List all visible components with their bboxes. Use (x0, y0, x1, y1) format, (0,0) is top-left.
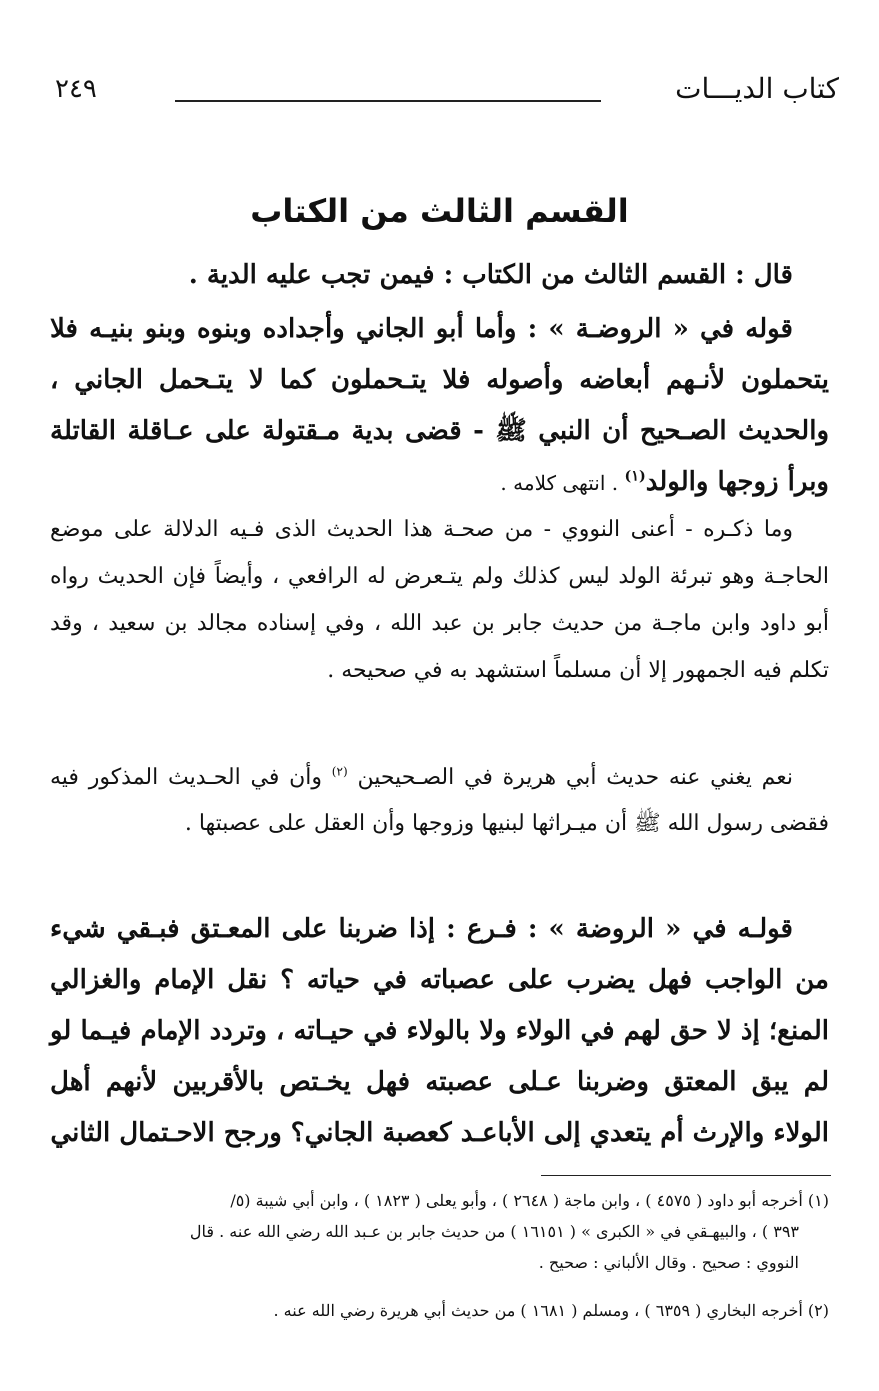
page-header (55, 72, 839, 122)
footnote-2: (٢) أخرجه البخاري ( ٦٣٥٩ ) ، ومسلم ( ١٦٨١ ) من حديث أبي هريرة رضي الله عنه . (273, 1301, 829, 1320)
section-title: القسم الثالث من الكتاب (250, 192, 629, 230)
footnote-separator (541, 1175, 831, 1176)
footnote-1-line-3: النووي : صحيح . وقال الألباني : صحيح . (538, 1253, 799, 1272)
paragraph-4 (50, 755, 829, 847)
paragraph-2 (50, 304, 829, 509)
header-rule (175, 100, 601, 102)
paragraph-4-text: نعم يغني عنه حديث أبي هريرة في الصـحيحين (357, 765, 793, 790)
paragraph-1: قال : القسم الثالث من الكتاب : فيمن تجب عليه الدية . (188, 260, 793, 290)
paragraph-5: قولـه في « الروضة » : فـرع : إذا ضربنا على المعـتق فبـقي شيء من الواجب فهل يضرب على عصباته في حياته ؟ نقل الإمام والغزالي المنع؛ إذ لا حق لهم في الولاء ولا بالولاء في حيـاته ، وتردد الإمام فيـما لو لم يبق المعتق وضربنا عـلى عصبته فهل يخـتص بالأقربين لأنهم أهل الولاء والإرث أم يتعدي إلى الأباعـد كعصبة الجاني؟ ورجح الاحـتمال الثاني (50, 914, 829, 1148)
page-number: ٢٤٩ (55, 74, 97, 104)
paragraph-2-end: . انتهى كلامه . (500, 471, 625, 495)
footnote-1 (50, 1185, 829, 1278)
paragraph-4-end: وأن في الحـديث المذكور فيه فقضى رسول الله ﷺ أن ميـراثها لبنيها وزوجها وأن العقل على عصبتها . (50, 765, 829, 836)
running-title: كتاب الديـــات (675, 72, 839, 105)
footnote-ref-2[interactable]: (٢) (331, 764, 348, 779)
paragraph-3: وما ذكـره - أعنى النووي - من صحـة هذا الحديث الذى فـيه الدلالة على موضع الحاجـة وهو تبرئة الولد ليس كذلك ولم يتـعرض له الرافعي ، وأيضاً فإن الحديث رواه أبو داود وابن ماجـة من حديث جابر بن عبد الله ، وفي إسناده مجالد بن سعيد ، وقد تكلم فيه الجمهور إلا أن مسلماً استشهد به في صحيحه . (50, 517, 829, 683)
footnote-ref-1[interactable]: (١) (624, 468, 646, 485)
footnote-1-line-2: ٣٩٣ ) ، والبيهـقي في « الكبرى » ( ١٦١٥١ ) من حديث جابر بن عـبد الله رضي الله عنه . قال (189, 1222, 799, 1241)
paragraph-2-text: قوله في « الروضـة » : وأما أبو الجاني وأجداده وبنوه وبنو بنيـه فلا يتحملون لأنـهم أبعاضه وأصوله فلا يتـحملون كما لا يتـحمل الجاني ، والحديث الصـحيح أن النبي ﷺ - قضى بدية مـقتولة على عـاقلة القاتلة وبرأ زوجها والولد (50, 314, 829, 497)
footnote-1-line-1: (١) أخرجه أبو داود ( ٤٥٧٥ ) ، وابن ماجة ( ٢٦٤٨ ) ، وأبو يعلى ( ١٨٢٣ ) ، وابن أبي شيبة (٥/ (230, 1191, 829, 1210)
